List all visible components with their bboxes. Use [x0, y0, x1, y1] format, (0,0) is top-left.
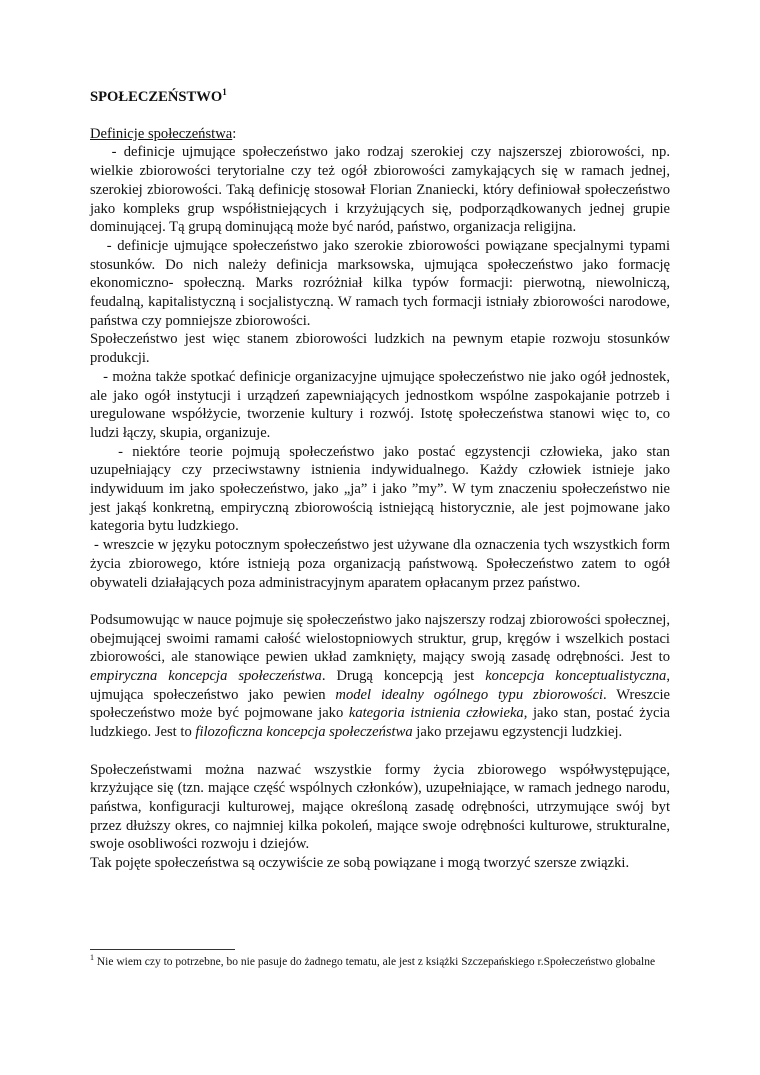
document-body: [90, 88, 670, 873]
summary-paragraph: Podsumowując w nauce pojmuje się społeczeństwo jako najszerszy rodzaj zbiorowości społecznej, obejmującej swoimi ramami całość wielostopniowych struktur, grup, kręgów i wszelkich postaci zbiorowości, ale stanowiące pewien układ zamknięty, mający swoją zasadę odrębności. Jest to empiryczna koncepcja społeczeństwa. Drugą koncepcją jest koncepcja konceptualistyczna, ujmująca społeczeństwo jako pewien model idealny ogólnego typu zbiorowości. Wreszcie społeczeństwo może być pojmowane jako kategoria istnienia człowieka, jako stan, postać życia ludzkiego. Jest to filozoficzna koncepcja społeczeństwa jako przejawu egzystencji ludzkiej.: [90, 611, 671, 741]
definition-item-1: - definicje ujmujące społeczeństwo jako rodzaj szerokiej czy najszerszej zbiorowości, np. wielkie zbiorowości terytorialne czy też ogół zbiorowości zamykających się w ramach jednej, szerokiej zbiorowości. Taką definicję stosował Florian Znaniecki, który definiował społeczeństwo jako kompleks grup współistniejących i krzyżujących się, podporządkowanych jednej grupie dominującej. Tą grupą dominującą może być naród, państwo, organizacja religijna.: [90, 144, 670, 236]
definition-item-2: - definicje ujmujące społeczeństwo jako szerokie zbiorowości powiązane specjalnymi typami stosunków. Do nich należy definicja marksowska, ujmująca społeczeństwo jako formację ekonomiczno- społeczną. Marks rozróżniał kilka typów formacji: pierwotną, niewolniczą, feudalną, kapitalistyczną i socjalistyczną. W ramach tych formacji istniały zbiorowości narodowe, państwa czy pomniejsze zbiorowości.: [90, 237, 670, 329]
spacer: [90, 592, 670, 611]
spacer: [90, 742, 670, 761]
footnote-number: 1: [90, 953, 94, 963]
societies-paragraph: Społeczeństwami można nazwać wszystkie formy życia zbiorowego współwystępujące, krzyżujące się (tzn. mające część wspólnych członków), uzupełniające, w ramach jednego narodu, państwa, konfiguracji kulturowej, mające określoną zasadę odrębności, utrzymujące swój byt przez dłuższy okres, co najmniej kilka pokoleń, mające swoje odrębności kulturowe, strukturalne, swoje osobliwości rozwoju i dziejów.: [90, 761, 670, 853]
definition-note: Społeczeństwo jest więc stanem zbiorowości ludzkich na pewnym etapie rozwoju stosunków produkcji.: [90, 331, 670, 367]
definition-item-5: - wreszcie w języku potocznym społeczeństwo jest używane dla oznaczenia tych wszystkich form życia zbiorowego, które istnieją poza organizacją państwową. Społeczeństwo zatem to ogół obywateli działających poza administracyjnym aparatem opłacanym przez państwo.: [90, 537, 670, 591]
closing-line: Tak pojęte społeczeństwa są oczywiście ze sobą powiązane i mogą tworzyć szersze związki.: [90, 855, 630, 872]
footnote-divider: [90, 949, 235, 950]
definitions-heading-line: Definicje społeczeństwa:: [90, 125, 237, 142]
page-title: SPOŁECZEŃSTWO$^1$: [90, 87, 227, 105]
footnote-ref[interactable]: 1: [222, 87, 227, 98]
definition-item-3: - można także spotkać definicje organizacyjne ujmujące społeczeństwo nie jako ogół jednostek, ale jako ogół instytucji i urządzeń zapewniających jednostkom wspólne zaspokajanie potrzeb i uregulowane współżycie, tworzenie kultury i rozwój. Istotę społeczeństwa stanowi więc to, co ludzi łączy, skupia, organizuje.: [90, 368, 670, 441]
definitions-heading: Definicje społeczeństwa: [90, 125, 233, 142]
definition-item-4: - niektóre teorie pojmują społeczeństwo jako postać egzystencji człowieka, jako stan uzupełniający czy przeciwstawny istnienia indywidualnego. Każdy człowiek istnieje jako indywiduum im jako społeczeństwo, jako „ja” i jako ”my”. W tym znaczeniu społeczeństwo nie jest jakąś konkretną, empiryczną zbiorowością istniejącą historycznie, ale jest pojmowane jako kategoria bytu ludzkiego.: [90, 443, 670, 535]
footnote-text: Nie wiem czy to potrzebne, bo nie pasuje do żadnego tematu, ale jest z książki Szczepańskiego r.Społeczeństwo globalne: [94, 956, 656, 968]
footnote: [90, 955, 670, 970]
